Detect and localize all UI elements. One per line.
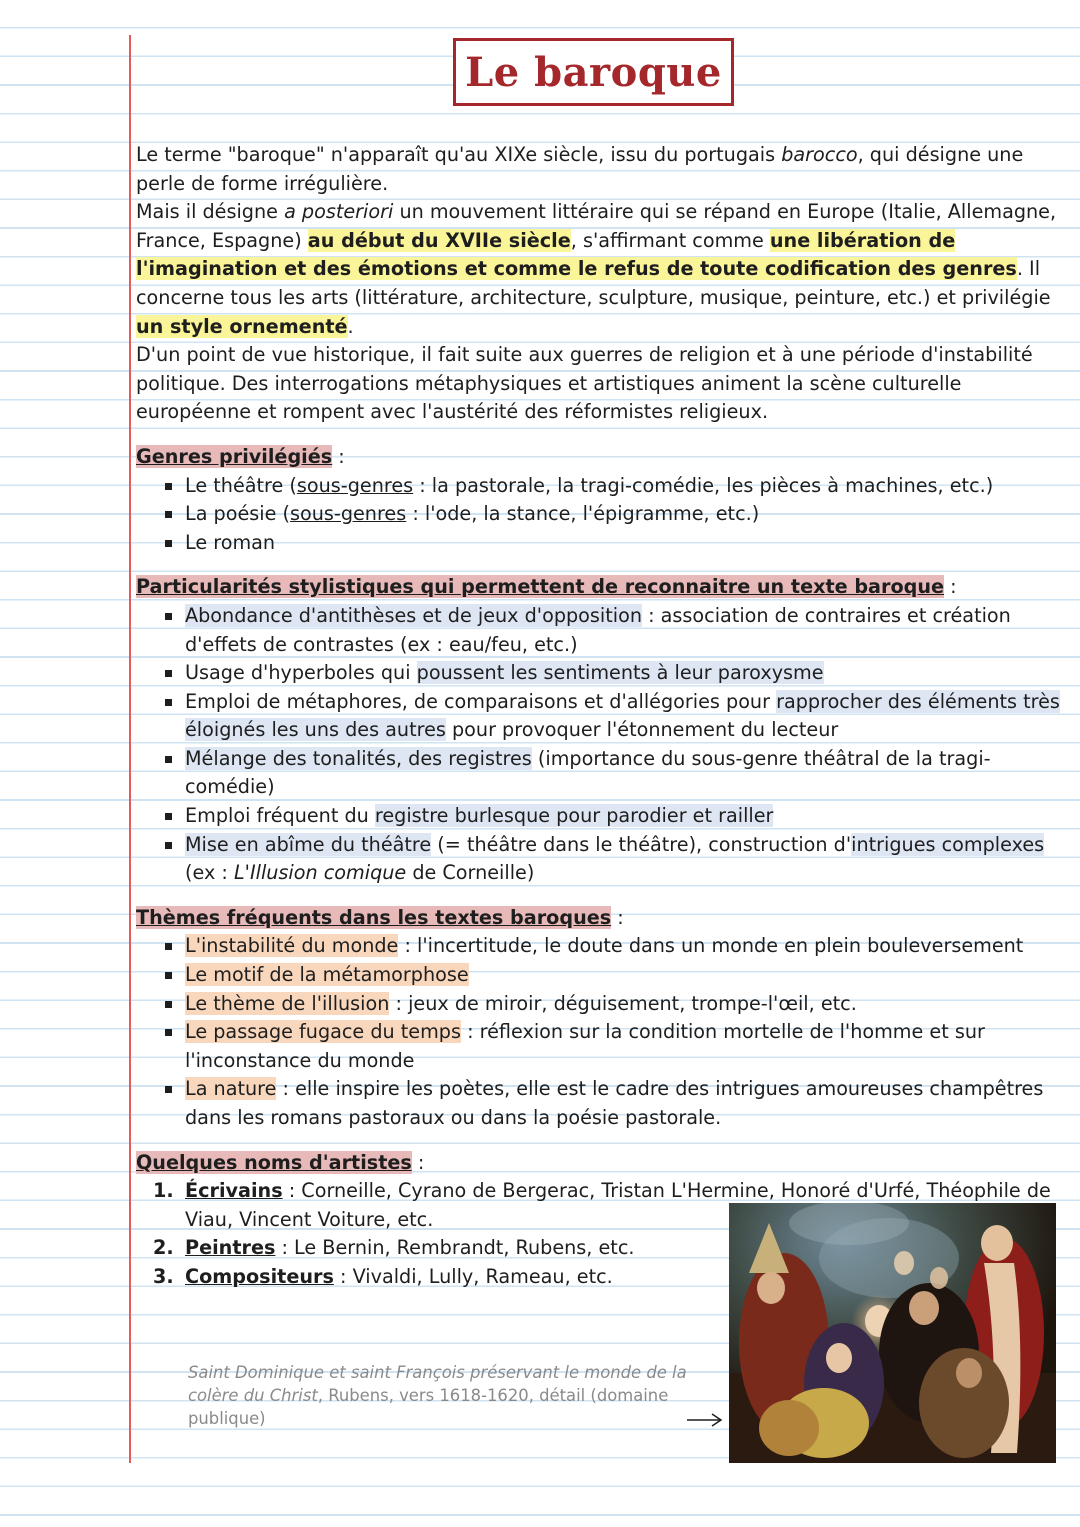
list-item: Le motif de la métamorphose	[185, 961, 1071, 990]
list-item: 3. Compositeurs : Vivaldi, Lully, Rameau, etc.	[153, 1264, 613, 1288]
intro-paragraph-2: Mais il désigne a posteriori un mouvement littéraire qui se répand en Europe (Italie, Allemagne, France, Espagne) au début du XVIIe siècle, s'affirmant comme une libération de l'imagination et des émotions et comme le refus de toute codification des genres. Il concerne tous les arts (littérature, architecture, sculpture, musique, peinture, etc.) et privilégie un style ornementé.	[136, 200, 1057, 338]
artists-section: Quelques noms d'artistes : 1. Écrivains : Corneille, Cyrano de Bergerac, Tristan L'Hermine, Honoré d'Urfé, Théophile de Viau, Vincent Voiture, etc. 2. Peintres : Le Bernin, Rembrandt, Rubens, etc. 3. Compositeurs : Vivaldi, Lully, Rameau, etc.	[136, 1149, 1071, 1292]
title-box	[453, 38, 734, 106]
style-list	[136, 602, 1071, 888]
painting-caption: Saint Dominique et saint François préservant le monde de la colère du Christ, Rubens, vers 1618-1620, détail (domaine publique)	[188, 1363, 687, 1428]
document-body	[136, 141, 1071, 1292]
painting-illustration	[729, 1203, 1056, 1463]
themes-list	[136, 932, 1071, 1132]
genres-heading: Genres privilégiés	[136, 444, 333, 468]
genres-section: Genres privilégiés : Le théâtre (sous-genres : la pastorale, la tragi-comédie, les pièces à machines, etc.) La poésie (sous-genres : l'ode, la stance, l'épigramme, etc.) Le roman	[136, 443, 1071, 557]
list-item: Le passage fugace du temps : réflexion sur la condition mortelle de l'homme et sur l'inconstance du monde	[185, 1018, 1071, 1075]
list-item: Emploi fréquent du registre burlesque pour parodier et railler	[185, 802, 1071, 831]
style-section: Particularités stylistiques qui permettent de reconnaitre un texte baroque : Abondance d'antithèses et de jeux d'opposition : association de contraires et création d'effets de contrastes (ex : eau/feu, etc.) Usage d'hyperboles qui poussent les sentiments à leur paroxysme Emploi de métaphores, de comparaisons et d'allégories pour rapprocher des éléments très éloignés les uns des autres pour provoquer l'étonnement du lecteur Mélange des tonalités, des registres (importance du sous-genre théâtral de la tragi-comédie) Emploi fréquent du registre burlesque pour parodier et railler Mise en abîme du théâtre (= théâtre dans le théâtre), construction d'intrigues complexes (ex : L'Illusion comique de Corneille)	[136, 573, 1071, 888]
arrow-right-icon	[686, 1412, 724, 1428]
page-title: Le baroque	[465, 48, 722, 96]
list-item: 2. Peintres : Le Bernin, Rembrandt, Rubens, etc.	[153, 1236, 635, 1260]
style-heading: Particularités stylistiques qui permettent de reconnaitre un texte baroque	[136, 575, 945, 599]
list-item: Emploi de métaphores, de comparaisons et d'allégories pour rapprocher des éléments très éloignés les uns des autres pour provoquer l'étonnement du lecteur	[185, 688, 1071, 745]
list-item: Abondance d'antithèses et de jeux d'opposition : association de contraires et création d'effets de contrastes (ex : eau/feu, etc.)	[185, 602, 1071, 659]
list-item: 1. Écrivains : Corneille, Cyrano de Bergerac, Tristan L'Hermine, Honoré d'Urfé, Théophile de Viau, Vincent Voiture, etc.	[153, 1179, 1051, 1231]
intro-paragraph-1: Le terme "baroque" n'apparaît qu'au XIXe siècle, issu du portugais barocco, qui désigne une perle de forme irrégulière.	[136, 143, 1024, 195]
themes-heading: Thèmes fréquents dans les textes baroques	[136, 905, 612, 929]
list-item: Le thème de l'illusion : jeux de miroir, déguisement, trompe-l'œil, etc.	[185, 990, 1071, 1019]
themes-section: Thèmes fréquents dans les textes baroques : L'instabilité du monde : l'incertitude, le doute dans un monde en plein bouleversement Le motif de la métamorphose Le thème de l'illusion : jeux de miroir, déguisement, trompe-l'œil, etc. Le passage fugace du temps : réflexion sur la condition mortelle de l'homme et sur l'inconstance du monde La nature : elle inspire les poètes, elle est le cadre des intrigues amoureuses champêtres dans les romans pastoraux ou dans la poésie pastorale.	[136, 904, 1071, 1133]
list-item: L'instabilité du monde : l'incertitude, le doute dans un monde en plein bouleversement	[185, 932, 1071, 961]
list-item: Le roman	[185, 529, 1071, 558]
list-item: Mélange des tonalités, des registres (importance du sous-genre théâtral de la tragi-comédie)	[185, 745, 1071, 802]
genres-list	[136, 472, 1071, 558]
list-item: La poésie (sous-genres : l'ode, la stance, l'épigramme, etc.)	[185, 500, 1071, 529]
list-item: Usage d'hyperboles qui poussent les sentiments à leur paroxysme	[185, 659, 1071, 688]
intro-paragraph-3: D'un point de vue historique, il fait suite aux guerres de religion et à une période d'instabilité politique. Des interrogations métaphysiques et artistiques animent la scène culturelle européenne et rompent avec l'austérité des réformistes religieux.	[136, 343, 1033, 424]
list-item: Mise en abîme du théâtre (= théâtre dans le théâtre), construction d'intrigues complexes (ex : L'Illusion comique de Corneille)	[185, 831, 1071, 888]
artists-heading: Quelques noms d'artistes	[136, 1150, 412, 1174]
intro-section	[136, 141, 1071, 427]
rubens-painting-image	[729, 1203, 1056, 1463]
highlight-definition: une libération de l'imagination et des émotions et comme le refus de toute codification des genres	[136, 228, 1017, 281]
list-item: Le théâtre (sous-genres : la pastorale, la tragi-comédie, les pièces à machines, etc.)	[185, 472, 1071, 501]
highlight-style: un style ornementé	[136, 314, 348, 338]
notebook-margin-line	[129, 35, 131, 1463]
highlight-date: au début du XVIIe siècle	[307, 228, 571, 252]
list-item: La nature : elle inspire les poètes, elle est le cadre des intrigues amoureuses champêtres dans les romans pastoraux ou dans la poésie pastorale.	[185, 1075, 1071, 1132]
